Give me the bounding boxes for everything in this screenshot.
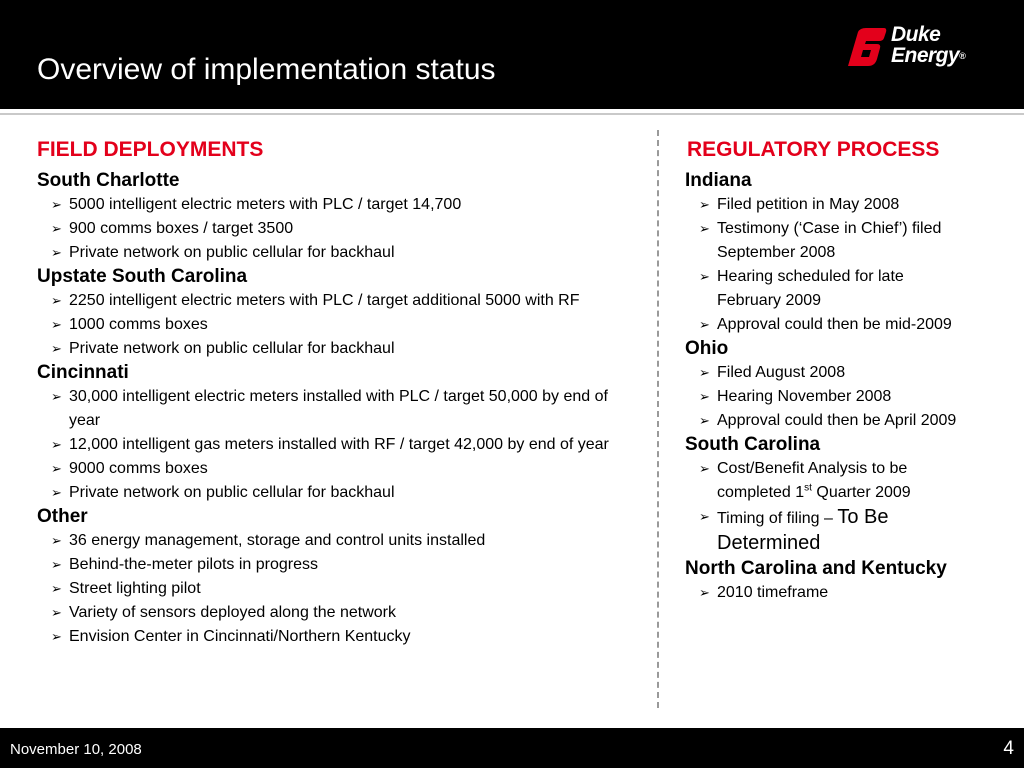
arrow-bullet-icon: ➢	[699, 461, 710, 476]
list-item: ➢ 2010 timeframe	[685, 581, 965, 605]
list-item: ➢ Hearing November 2008	[685, 385, 965, 409]
section-title-ohio: Ohio	[685, 338, 729, 359]
bullet-list	[37, 529, 637, 649]
list-item: ➢ Filed petition in May 2008	[685, 193, 965, 217]
arrow-bullet-icon: ➢	[51, 629, 62, 644]
list-item: ➢ Street lighting pilot	[37, 577, 631, 601]
arrow-bullet-icon: ➢	[51, 293, 62, 308]
arrow-bullet-icon: ➢	[699, 389, 710, 404]
arrow-bullet-icon: ➢	[51, 389, 62, 404]
bullet-list	[685, 361, 1005, 433]
list-item: ➢ Hearing scheduled for late February 2009	[685, 265, 965, 313]
arrow-bullet-icon: ➢	[699, 413, 710, 428]
list-item: ➢ 9000 comms boxes	[37, 457, 631, 481]
bullet-list	[37, 385, 637, 505]
list-item: ➢ 5000 intelligent electric meters with PLC / target 14,700	[37, 193, 631, 217]
arrow-bullet-icon: ➢	[51, 221, 62, 236]
regulatory-process-column	[685, 136, 1005, 605]
section-title-upstate-south-carolina: Upstate South Carolina	[37, 266, 248, 287]
arrow-bullet-icon: ➢	[51, 485, 62, 500]
section-title-indiana: Indiana	[685, 170, 752, 191]
arrow-bullet-icon: ➢	[51, 605, 62, 620]
bullet-list	[685, 457, 1005, 557]
list-item: ➢ Private network on public cellular for backhaul	[37, 337, 631, 361]
section-title-south-carolina: South Carolina	[685, 434, 821, 455]
section-title-north-carolina-kentucky: North Carolina and Kentucky	[685, 558, 947, 579]
section-title-other: Other	[37, 506, 88, 527]
arrow-bullet-icon: ➢	[51, 557, 62, 572]
footer-date: November 10, 2008	[10, 741, 142, 758]
arrow-bullet-icon: ➢	[699, 317, 710, 332]
tbd-text: To Be Determined	[717, 506, 889, 554]
arrow-bullet-icon: ➢	[51, 317, 62, 332]
arrow-bullet-icon: ➢	[51, 533, 62, 548]
duke-energy-flame-icon	[844, 26, 888, 70]
list-item: ➢ Private network on public cellular for backhaul	[37, 481, 631, 505]
list-item: ➢ Approval could then be April 2009	[685, 409, 965, 433]
arrow-bullet-icon: ➢	[699, 585, 710, 600]
field-deployments-column	[37, 136, 637, 649]
arrow-bullet-icon: ➢	[699, 197, 710, 212]
arrow-bullet-icon: ➢	[51, 461, 62, 476]
list-item: ➢ 2250 intelligent electric meters with PLC / target additional 5000 with RF	[37, 289, 631, 313]
slide-title: Overview of implementation status	[37, 53, 496, 86]
arrow-bullet-icon: ➢	[699, 509, 710, 524]
list-item: ➢ Private network on public cellular for backhaul	[37, 241, 631, 265]
bullet-list	[685, 193, 1005, 337]
list-item: ➢ Timing of filing – To Be Determined	[699, 506, 889, 554]
regulatory-process-heading: REGULATORY PROCESS	[687, 138, 940, 161]
arrow-bullet-icon: ➢	[51, 581, 62, 596]
bullet-list	[685, 581, 1005, 605]
section-title-cincinnati: Cincinnati	[37, 362, 129, 383]
list-item: ➢ Approval could then be mid-2009	[685, 313, 965, 337]
column-divider	[657, 130, 659, 708]
list-item: ➢ Testimony (‘Case in Chief’) filed September 2008	[685, 217, 965, 265]
arrow-bullet-icon: ➢	[51, 245, 62, 260]
arrow-bullet-icon: ➢	[51, 437, 62, 452]
list-item: ➢ 1000 comms boxes	[37, 313, 631, 337]
header-divider-line	[0, 113, 1024, 115]
list-item: ➢ Filed August 2008	[685, 361, 965, 385]
field-deployments-heading: FIELD DEPLOYMENTS	[37, 138, 264, 161]
arrow-bullet-icon: ➢	[699, 269, 710, 284]
bullet-list	[37, 193, 637, 265]
ordinal-suffix: st	[804, 482, 812, 494]
page-number: 4	[1003, 738, 1014, 759]
title-bar	[0, 0, 1024, 109]
list-item: ➢ Variety of sensors deployed along the network	[37, 601, 631, 625]
list-item: ➢ Cost/Benefit Analysis to be completed 1st Quarter 2009	[685, 457, 965, 505]
list-item: ➢ Behind-the-meter pilots in progress	[37, 553, 631, 577]
logo-word-energy: Energy	[891, 44, 960, 67]
section-title-south-charlotte: South Charlotte	[37, 170, 180, 191]
arrow-bullet-icon: ➢	[699, 221, 710, 236]
bullet-list	[37, 289, 637, 361]
list-item: ➢ 12,000 intelligent gas meters installed with RF / target 42,000 by end of year	[37, 433, 631, 457]
list-item: ➢ 900 comms boxes / target 3500	[37, 217, 631, 241]
arrow-bullet-icon: ➢	[699, 365, 710, 380]
logo-wordmark	[891, 24, 965, 67]
list-item: ➢ 36 energy management, storage and control units installed	[37, 529, 631, 553]
list-item: ➢ 30,000 intelligent electric meters installed with PLC / target 50,000 by end of year	[37, 385, 631, 433]
logo-word-duke: Duke	[891, 23, 941, 46]
footer-bar	[0, 728, 1024, 768]
registered-mark: ®	[959, 50, 966, 61]
list-item: ➢ Envision Center in Cincinnati/Northern Kentucky	[37, 625, 631, 649]
duke-energy-logo	[844, 22, 1004, 74]
arrow-bullet-icon: ➢	[51, 197, 62, 212]
arrow-bullet-icon: ➢	[51, 341, 62, 356]
